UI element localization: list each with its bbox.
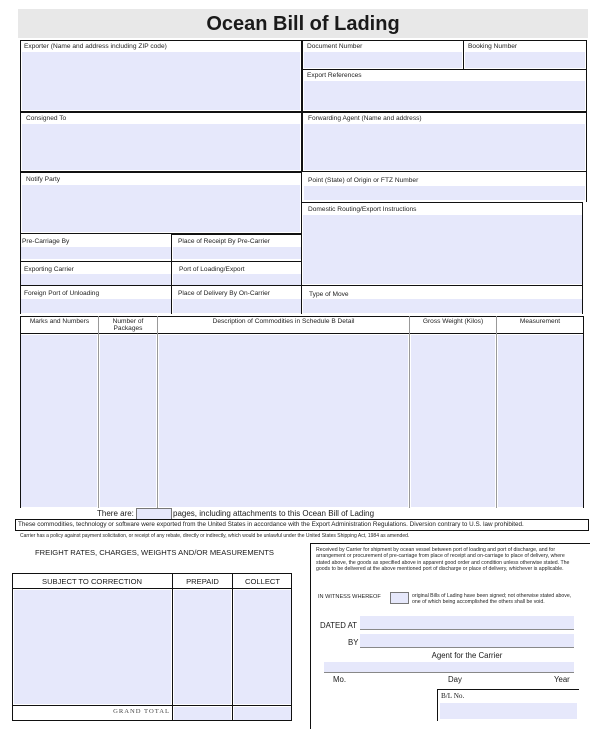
dated-at-field[interactable] bbox=[360, 616, 574, 630]
booking-number-field[interactable] bbox=[465, 52, 585, 68]
day-label: Day bbox=[448, 675, 462, 684]
witness-label: IN WITNESS WHEREOF bbox=[318, 594, 381, 600]
consigned-to-label: Consigned To bbox=[26, 115, 67, 122]
place-of-receipt-label: Place of Receipt By Pre-Carrier bbox=[178, 238, 270, 245]
exporting-carrier-field[interactable] bbox=[21, 274, 171, 285]
exporter-label: Exporter (Name and address including ZIP code) bbox=[24, 43, 167, 50]
place-of-delivery-label: Place of Delivery By On-Carrier bbox=[178, 290, 270, 297]
port-of-loading-label: Port of Loading/Export bbox=[179, 266, 245, 273]
grand-total-prepaid-field[interactable] bbox=[174, 707, 231, 720]
export-notice-text: These commodities, technology or software were exported from the United States in accordance with the Export Administration Regulations. Diversion contrary to U.S. law prohibited. bbox=[18, 521, 524, 528]
freight-divider bbox=[232, 573, 233, 721]
pages-suffix: pages, including attachments to this Ocean Bill of Lading bbox=[173, 509, 375, 518]
col-divider bbox=[157, 316, 158, 508]
place-of-delivery-field[interactable] bbox=[173, 299, 301, 313]
port-of-loading-field[interactable] bbox=[173, 274, 301, 285]
collect-header: COLLECT bbox=[244, 577, 281, 586]
freight-heading: FREIGHT RATES, CHARGES, WEIGHTS AND/OR MEASUREMENTS bbox=[35, 548, 274, 557]
freight-subject-field[interactable] bbox=[14, 590, 171, 704]
packages-field[interactable] bbox=[100, 335, 156, 507]
foreign-port-field[interactable] bbox=[21, 299, 171, 313]
grand-total-line bbox=[12, 705, 292, 706]
table-header-line bbox=[20, 333, 584, 334]
pages-prefix: There are: bbox=[97, 509, 134, 518]
page-title: Ocean Bill of Lading bbox=[206, 13, 400, 35]
notify-party-field[interactable] bbox=[22, 185, 300, 232]
foreign-port-label: Foreign Port of Unloading bbox=[24, 290, 100, 297]
consigned-to-field[interactable] bbox=[22, 124, 300, 170]
col-weight-header: Gross Weight (Kilos) bbox=[422, 318, 484, 325]
export-references-field[interactable] bbox=[304, 81, 585, 110]
col-marks-header: Marks and Numbers bbox=[29, 318, 90, 325]
freight-collect-field[interactable] bbox=[234, 590, 291, 704]
forwarding-agent-field[interactable] bbox=[304, 124, 585, 170]
by-field[interactable] bbox=[360, 634, 574, 648]
domestic-routing-label: Domestic Routing/Export Instructions bbox=[308, 206, 417, 213]
col-divider bbox=[496, 316, 497, 508]
type-of-move-field[interactable] bbox=[303, 299, 582, 313]
export-references-label: Export References bbox=[307, 72, 362, 79]
freight-prepaid-field[interactable] bbox=[174, 590, 231, 704]
prepaid-header: PREPAID bbox=[186, 577, 219, 586]
forwarding-agent-label: Forwarding Agent (Name and address) bbox=[308, 115, 422, 122]
booking-number-label: Booking Number bbox=[468, 43, 518, 50]
freight-header-line bbox=[12, 588, 292, 589]
month-label: Mo. bbox=[333, 675, 346, 684]
marks-field[interactable] bbox=[21, 335, 97, 507]
exporting-carrier-label: Exporting Carrier bbox=[24, 266, 74, 273]
dated-at-label: DATED AT bbox=[320, 621, 357, 630]
point-of-origin-label: Point (State) of Origin or FTZ Number bbox=[308, 177, 419, 184]
grand-total-collect-field[interactable] bbox=[234, 707, 291, 720]
pre-carriage-by-label: Pre-Carriage By bbox=[22, 238, 70, 245]
carrier-policy-text: Carrier has a policy against payment solicitation, or receipt of any rebate, directly or indirectly, which would be unlawful under the United States Shipping Act, 1984 as amended. bbox=[20, 533, 410, 539]
col-measurement-header: Measurement bbox=[519, 318, 561, 325]
point-of-origin-field[interactable] bbox=[304, 186, 585, 200]
bl-no-label: B/L No. bbox=[441, 692, 465, 700]
subject-to-correction-header: SUBJECT TO CORRECTION bbox=[42, 577, 142, 586]
received-text: Received by Carrier for shipment by ocean vessel between port of loading and port of discharge, and for arrangement or procurement of pre-carriage from place of receipt and on-carriage to place of delivery, where stated above, the goods as specified above in apparent good order and condition unless otherwise stated. The goods to be delivered at the above mentioned port of discharge or place of delivery, whichever is applicable. bbox=[316, 547, 570, 573]
col-packages-header-2: Packages bbox=[113, 325, 143, 332]
bl-no-field[interactable] bbox=[440, 703, 577, 719]
grand-total-label: GRAND TOTAL bbox=[113, 708, 170, 715]
notify-party-label: Notify Party bbox=[26, 176, 61, 183]
document-number-label: Document Number bbox=[307, 43, 363, 50]
type-of-move-label: Type of Move bbox=[309, 291, 349, 298]
witness-count-field[interactable] bbox=[390, 592, 409, 604]
col-description-header: Description of Commodities in Schedule B Detail bbox=[212, 318, 355, 325]
col-divider bbox=[409, 316, 410, 508]
freight-divider bbox=[172, 573, 173, 721]
by-label: BY bbox=[348, 638, 359, 647]
measurement-field[interactable] bbox=[498, 335, 583, 507]
place-of-receipt-field[interactable] bbox=[173, 247, 301, 259]
witness-text: original Bills of Lading have been signed; not otherwise stated above, one of which being accomplished the others shall be void. bbox=[412, 593, 572, 606]
col-divider bbox=[98, 316, 99, 508]
agent-label: Agent for the Carrier bbox=[431, 651, 503, 660]
pre-carriage-by-field[interactable] bbox=[21, 247, 171, 259]
weight-field[interactable] bbox=[411, 335, 495, 507]
date-field[interactable] bbox=[324, 662, 574, 673]
domestic-routing-field[interactable] bbox=[303, 215, 582, 284]
year-label: Year bbox=[554, 675, 570, 684]
col-packages-header-1: Number of bbox=[112, 318, 144, 325]
description-field[interactable] bbox=[159, 335, 408, 507]
exporter-field[interactable] bbox=[22, 52, 300, 110]
document-number-field[interactable] bbox=[304, 52, 462, 68]
